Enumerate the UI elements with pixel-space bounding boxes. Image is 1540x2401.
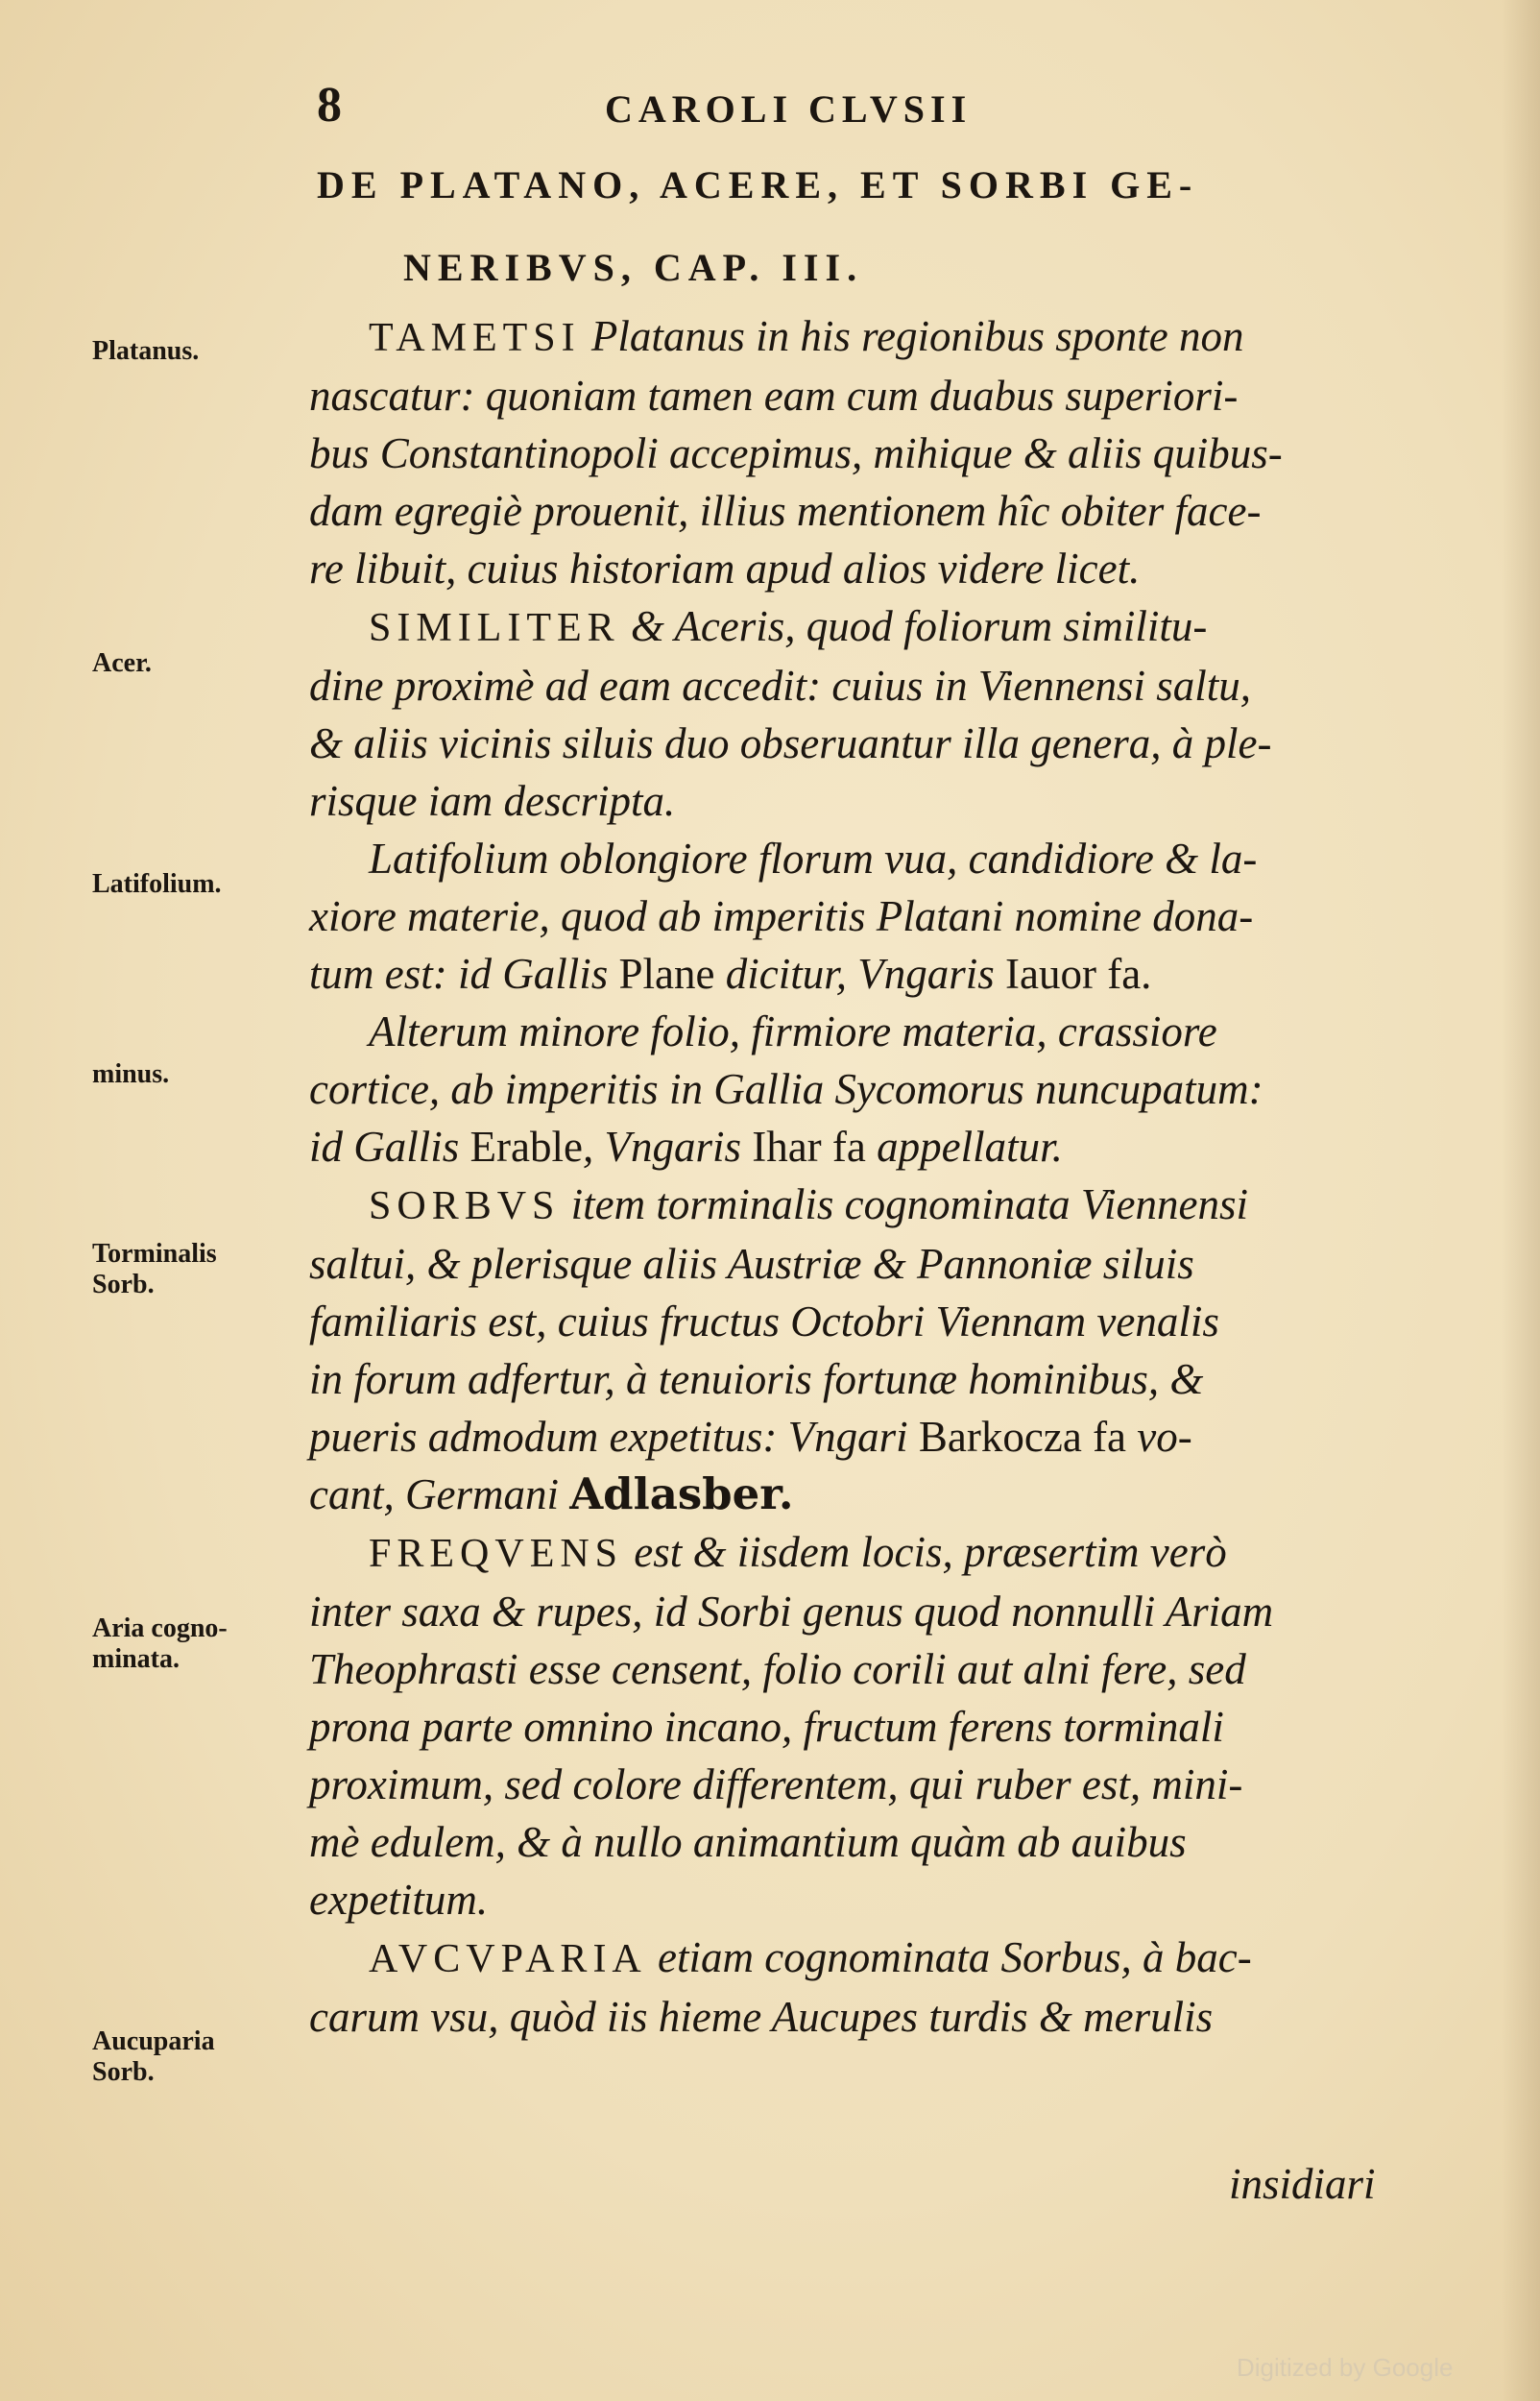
paragraph-aucuparia — [309, 1928, 1442, 2046]
line-text: item torminalis cognominata Viennensi — [560, 1180, 1249, 1228]
paragraph-latifolium — [309, 830, 1442, 1003]
line-text: & Aceris, quod foliorum similitu- — [619, 602, 1208, 650]
line-text: , Vngaris — [582, 1123, 753, 1171]
text-line: Latifolium oblongiore florum vua, candidiore & la- — [369, 835, 1258, 883]
text-line: familiaris est, cuius fructus Octobri Viennam venalis — [309, 1298, 1219, 1346]
text-line: nascatur: quoniam tamen eam cum duabus superiori- — [309, 372, 1239, 420]
margin-note-acer: Acer. — [92, 648, 152, 678]
text-line: Alterum minore folio, firmiore materia, crassiore — [369, 1007, 1217, 1055]
margin-note-platanus: Platanus. — [92, 336, 200, 366]
digitized-watermark: Digitized by Google — [1237, 2353, 1454, 2382]
text-line: & aliis vicinis siluis duo obseruantur illa genera, à ple- — [309, 719, 1272, 767]
text-line: dine proximè ad eam accedit: cuius in Viennensi saltu, — [309, 662, 1252, 710]
margin-note-aria: Aria cogno- minata. — [92, 1613, 228, 1674]
text-line: proximum, sed colore differentem, qui ruber est, mini- — [309, 1760, 1243, 1808]
text-line: re libuit, cuius historiam apud alios videre licet. — [309, 545, 1141, 593]
text-line: prona parte omnino incano, fructum ferens torminali — [309, 1703, 1224, 1751]
margin-note-torminalis: Torminalis Sorb. — [92, 1239, 217, 1299]
paragraph-aria — [309, 1523, 1442, 1928]
chapter-title-line-1: DE PLATANO, ACERE, ET SORBI GE- — [317, 163, 1199, 206]
margin-note-minus: minus. — [92, 1059, 170, 1089]
paragraph-lead: SIMILITER — [369, 606, 620, 650]
vernacular-name: Iauor fa. — [1005, 950, 1152, 998]
line-text: appellatur. — [865, 1123, 1063, 1171]
body-text — [309, 307, 1442, 2046]
paragraph-acer — [309, 597, 1442, 830]
text-line — [309, 1408, 1442, 1466]
text-line: carum vsu, quòd iis hieme Aucupes turdis & merulis — [309, 1993, 1214, 2041]
text-line — [309, 1928, 1442, 1988]
line-text: est & iisdem locis, præsertim verò — [623, 1528, 1227, 1576]
page-edge-shadow — [1502, 0, 1540, 2401]
paragraph-lead: SORBVS — [369, 1184, 561, 1228]
line-text: dicitur, Vngaris — [714, 950, 1006, 998]
text-line — [309, 1466, 1442, 1523]
paragraph-lead: TAMETSI — [369, 316, 581, 360]
vernacular-name: Erable — [469, 1123, 583, 1171]
chapter-title-line-2: NERIBVS, CAP. III. — [403, 246, 864, 289]
line-text: tum est: id Gallis — [309, 950, 619, 998]
vernacular-name: Ihar fa — [752, 1123, 866, 1171]
text-line — [309, 1118, 1442, 1176]
text-line — [309, 945, 1442, 1003]
line-text: id Gallis — [309, 1123, 470, 1171]
text-line — [309, 1523, 1442, 1583]
german-name: Adlasber. — [569, 1468, 794, 1519]
text-line — [309, 597, 1442, 657]
page-number: 8 — [317, 78, 342, 133]
text-line: in forum adfertur, à tenuioris fortunæ hominibus, & — [309, 1355, 1204, 1403]
paragraph-lead: FREQVENS — [369, 1532, 624, 1576]
vernacular-name: Barkocza fa — [918, 1413, 1127, 1461]
vernacular-name: Plane — [618, 950, 715, 998]
catchword: insidiari — [1229, 2160, 1376, 2208]
line-text: etiam cognominata Sorbus, à bac- — [646, 1933, 1252, 1981]
text-line: Theophrasti esse censent, folio corili aut alni fere, sed — [309, 1645, 1246, 1693]
running-head: CAROLI CLVSII — [605, 87, 973, 131]
text-line: bus Constantinopoli accepimus, mihique & aliis quibus- — [309, 429, 1283, 477]
chapter-title — [317, 144, 1450, 309]
text-line: inter saxa & rupes, id Sorbi genus quod nonnulli Ariam — [309, 1588, 1274, 1636]
text-line: risque iam descripta. — [309, 777, 676, 825]
text-line: expetitum. — [309, 1876, 489, 1924]
text-line — [309, 307, 1442, 367]
paragraph-minus — [309, 1003, 1442, 1176]
text-line: saltui, & plerisque aliis Austriæ & Pannoniæ siluis — [309, 1240, 1194, 1288]
line-text: cant, Germani — [309, 1470, 570, 1518]
page-header — [317, 77, 1431, 134]
margin-note-aucuparia: Aucuparia Sorb. — [92, 2026, 215, 2087]
text-line: dam egregiè prouenit, illius mentionem hîc obiter face- — [309, 487, 1262, 535]
paragraph-sorbus — [309, 1176, 1442, 1523]
margin-note-latifolium: Latifolium. — [92, 869, 222, 899]
line-text: Platanus in his regionibus sponte non — [580, 312, 1244, 360]
text-line: cortice, ab imperitis in Gallia Sycomorus nuncupatum: — [309, 1065, 1263, 1113]
text-line: mè edulem, & à nullo animantium quàm ab auibus — [309, 1818, 1187, 1866]
text-line: xiore materie, quod ab imperitis Platani nomine dona- — [309, 892, 1254, 940]
text-line — [309, 1176, 1442, 1235]
paragraph-platanus — [309, 307, 1442, 597]
line-text: vo- — [1126, 1413, 1192, 1461]
paragraph-lead: AVCVPARIA — [369, 1937, 647, 1981]
line-text: pueris admodum expetitus: Vngari — [309, 1413, 919, 1461]
